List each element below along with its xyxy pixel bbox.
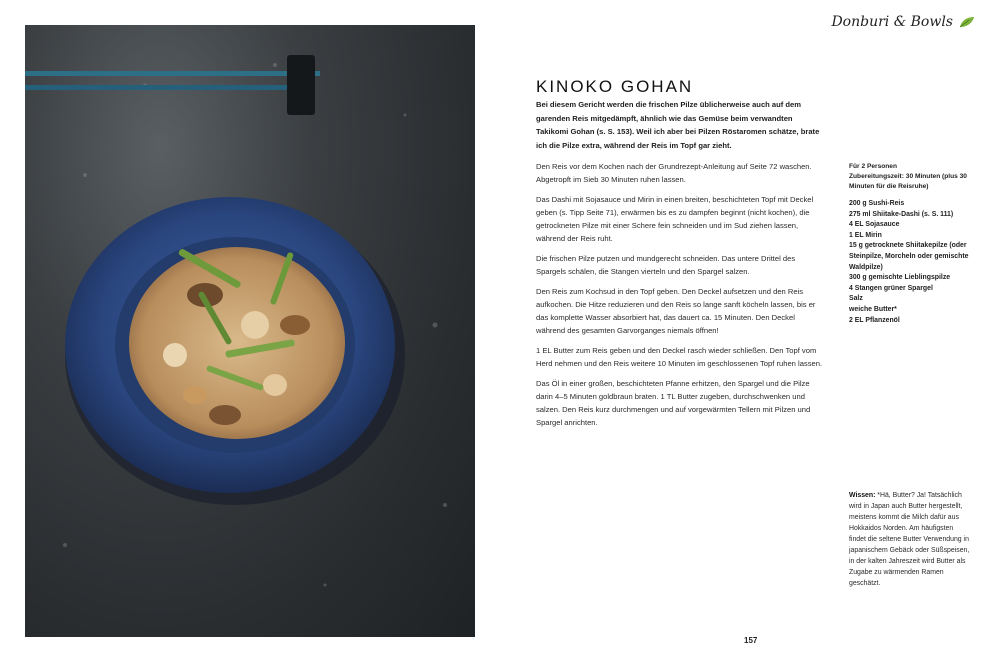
recipe-meta [849,162,977,192]
recipe-step: Die frischen Pilze putzen und mundgerecht schneiden. Das untere Drittel des Spargels schälen, die Stangen vierteln und den Spargel salzen. [536,254,796,276]
tip-label: Wissen: [849,492,876,499]
ingredient-item: Salz [849,295,863,303]
ingredient-item: 200 g Sushi-Reis [849,200,905,207]
ingredient-item: 1 EL Mirin [849,231,882,239]
recipe-step: Den Reis zum Kochsud in den Topf geben. Den Deckel aufsetzen und den Reis aufkochen. Die Hitze reduzieren und den Reis so lange sanft köcheln lassen, bis er das komplette Wasser absorbiert hat, das dauert ca. 15 Minuten. Den Deckel während des gesamten Garvorganges niemals öffnen! [536,287,816,335]
page-number: 157 [744,636,758,645]
ingredient-item: weiche Butter* [849,305,897,313]
ingredient-item: 4 Stangen grüner Spargel [849,284,933,292]
recipe-title: KINOKO GOHAN [536,77,694,97]
recipe-steps [536,160,826,436]
ingredient-item: 2 EL Pflanzenöl [849,316,900,324]
ingredient-list [849,199,979,326]
ingredient-item: 300 g gemischte Lieblingspilze [849,274,951,282]
recipe-step: Das Dashi mit Sojasauce und Mirin in einen breiten, beschichteten Topf mit Deckel geben (s. Tipp Seite 71), erwärmen bis es zu dampfen beginnt (nicht kochen), die getrockneten Pilze mit einer Schere fein schneiden und im Sud ziehen lassen, während der Reis ruht. [536,195,814,243]
servings: Für 2 Personen [849,163,898,170]
recipe-step: 1 EL Butter zum Reis geben und den Deckel rasch wieder schließen. Den Topf vom Herd nehmen und den Reis weitere 10 Minuten im geschlossenen Topf ruhen lassen. [536,346,823,368]
tip-box [849,490,971,589]
ingredient-item: 275 ml Shiitake-Dashi (s. S. 111) [849,210,954,218]
section-tag-label: Donburi & Bowls [831,14,953,30]
recipe-step: Den Reis vor dem Kochen nach der Grundrezept-Anleitung auf Seite 72 waschen. Abgetropft im Sieb 30 Minuten ruhen lassen. [536,162,812,184]
food-photo-illustration [25,25,475,637]
recipe-intro: Bei diesem Gericht werden die frischen Pilze üblicherweise auch auf dem garenden Reis mitgedämpft, ähnlich wie das Gemüse beim verwandten Takikomi Gohan (s. S. 153). Weil ich aber bei Pilzen Röstaromen schätze, brate ich die Pilze extra, während der Reis im Topf gar zieht. [536,100,820,150]
food-photo [25,25,475,637]
section-tag [831,14,975,30]
ingredient-item: 4 EL Sojasauce [849,221,900,229]
recipe-step: Das Öl in einer großen, beschichteten Pfanne erhitzen, den Spargel und die Pilze darin 4–5 Minuten goldbraun braten. 1 TL Butter zugeben, durchschwenken und salzen. Den Reis kurz durchmengen und auf vorgewärmten Tellern mit Pilzen und Spargel anrichten. [536,379,811,427]
tip-text: *Hä, Butter? Ja! Tatsächlich wird in Japan auch Butter hergestellt, meistens kommt die Milch dafür aus Hokkaidos Norden. Am häufigsten findet die seltene Butter Verwendung in japanischem Gebäck oder Süßspeisen, in der kalten Jahreszeit wird Butter als Zugabe zu wärmenden Ramen geschätzt. [849,492,970,587]
leaf-icon [959,16,975,28]
prep-time: Zubereitungszeit: 30 Minuten (plus 30 Minuten für die Reisruhe) [849,173,967,190]
ingredient-item: 15 g getrocknete Shiitakepilze (oder Steinpilze, Morcheln oder gemischte Waldpilze) [849,242,969,271]
